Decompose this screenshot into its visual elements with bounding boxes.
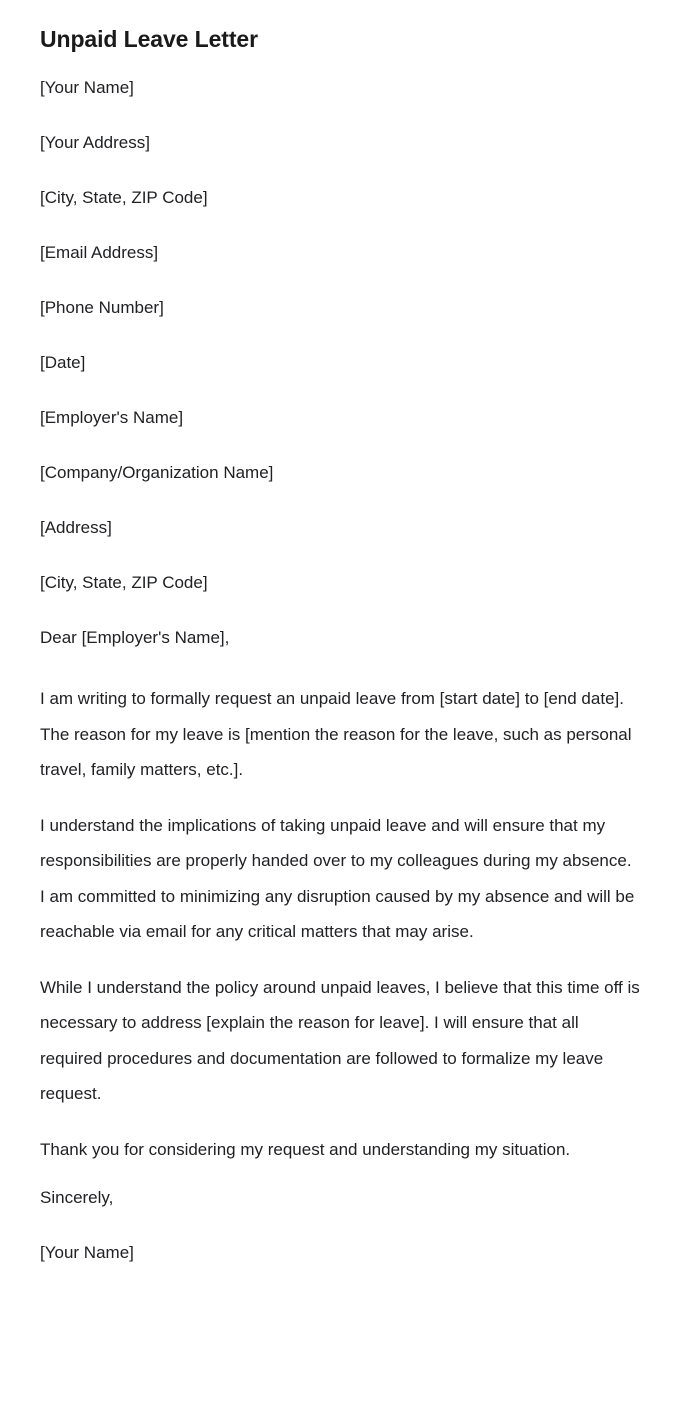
body-paragraph-1: I am writing to formally request an unpaid leave from [start date] to [end date]. The reason for my leave is [mention the reason for the leave, such as personal travel, family matters, etc.]. [40, 689, 632, 779]
closing-salutation: Sincerely, [40, 1188, 114, 1207]
sender-line-date: [Date] [40, 353, 86, 372]
body-paragraph-3: While I understand the policy around unpaid leaves, I believe that this time off is necessary to address [explain the reason for leave]. I will ensure that all required procedures and documentation are followed to formalize my leave request. [40, 977, 640, 1103]
sender-line-your-name: [Your Name] [40, 78, 134, 97]
signature-name: [Your Name] [40, 1243, 134, 1262]
recipient-line-address: [Address] [40, 518, 112, 537]
recipient-line-company-name: [Company/Organization Name] [40, 463, 274, 482]
sender-line-your-address: [Your Address] [40, 133, 150, 152]
sender-address-block [40, 76, 660, 375]
recipient-line-employer-name: [Employer's Name] [40, 408, 184, 427]
page-title: Unpaid Leave Letter [40, 26, 258, 52]
sender-line-phone-number: [Phone Number] [40, 298, 164, 317]
sender-line-email-address: [Email Address] [40, 243, 159, 262]
recipient-line-city-state-zip: [City, State, ZIP Code] [40, 573, 208, 592]
body-paragraph-2: I understand the implications of taking unpaid leave and will ensure that my responsibilities are properly handed over to my colleagues during my absence. I am committed to minimizing any disruption caused by my absence and will be reachable via email for any critical matters that may arise. [40, 815, 635, 941]
body-paragraph-4: Thank you for considering my request and understanding my situation. [40, 1139, 571, 1159]
sender-line-city-state-zip: [City, State, ZIP Code] [40, 188, 208, 207]
recipient-address-block [40, 406, 660, 595]
salutation: Dear [Employer's Name], [40, 628, 230, 647]
